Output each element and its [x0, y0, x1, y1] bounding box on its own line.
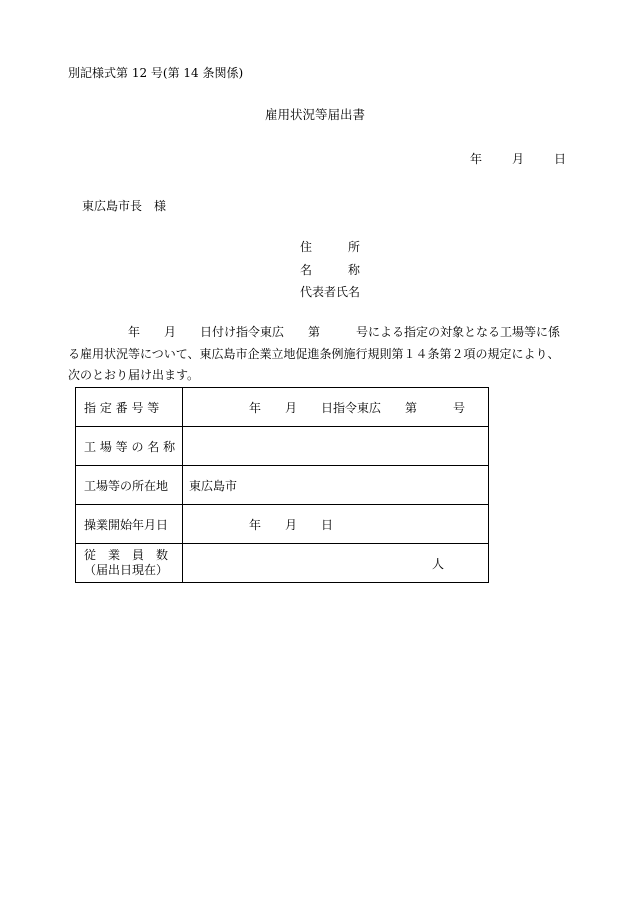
form-number: 別記様式第 12 号(第 14 条関係) [68, 66, 244, 80]
body-text [68, 322, 568, 387]
body-line: 次のとおり届け出ます。 [68, 368, 200, 382]
factory-location-value[interactable]: 東広島市 [183, 466, 489, 505]
table-row [76, 505, 489, 544]
date-year: 年 [470, 152, 483, 166]
date-month: 月 [512, 152, 525, 166]
employee-count-label-line2: （届出日現在） [84, 563, 169, 577]
applicant-representative-label: 代表者氏名 [300, 285, 361, 299]
employee-count-label-line1: 従 業 員 数 [84, 548, 169, 562]
employee-count-value[interactable] [183, 544, 489, 583]
factory-location-label: 工場等の所在地 [76, 466, 183, 505]
applicant-name-label: 名 称 [300, 263, 361, 277]
table-row [76, 544, 489, 583]
designation-number-value[interactable]: 年 月 日指令東広 第 号 [183, 388, 489, 427]
employee-count-label [76, 544, 183, 583]
document-title: 雇用状況等届出書 [264, 107, 365, 122]
table-row [76, 466, 489, 505]
body-line: 年 月 日付け指令東広 第 号による指定の対象となる工場等に係 [68, 325, 561, 339]
applicant-address-label: 住 所 [300, 240, 361, 254]
designation-number-label: 指 定 番 号 等 [76, 388, 183, 427]
submission-date [470, 152, 566, 166]
factory-name-value[interactable] [183, 427, 489, 466]
operation-start-date-label: 操業開始年月日 [76, 505, 183, 544]
operation-start-date-value[interactable]: 年 月 日 [183, 505, 489, 544]
body-line: る雇用状況等について、東広島市企業立地促進条例施行規則第１４条第２項の規定により、 [68, 346, 560, 361]
table-row [76, 427, 489, 466]
date-day: 日 [554, 152, 567, 166]
table-row [76, 388, 489, 427]
addressee: 東広島市長 様 [82, 199, 167, 213]
factory-name-label: 工 場 等 の 名 称 [76, 427, 183, 466]
report-table [75, 387, 489, 583]
employee-count-unit: 人 [431, 556, 444, 571]
